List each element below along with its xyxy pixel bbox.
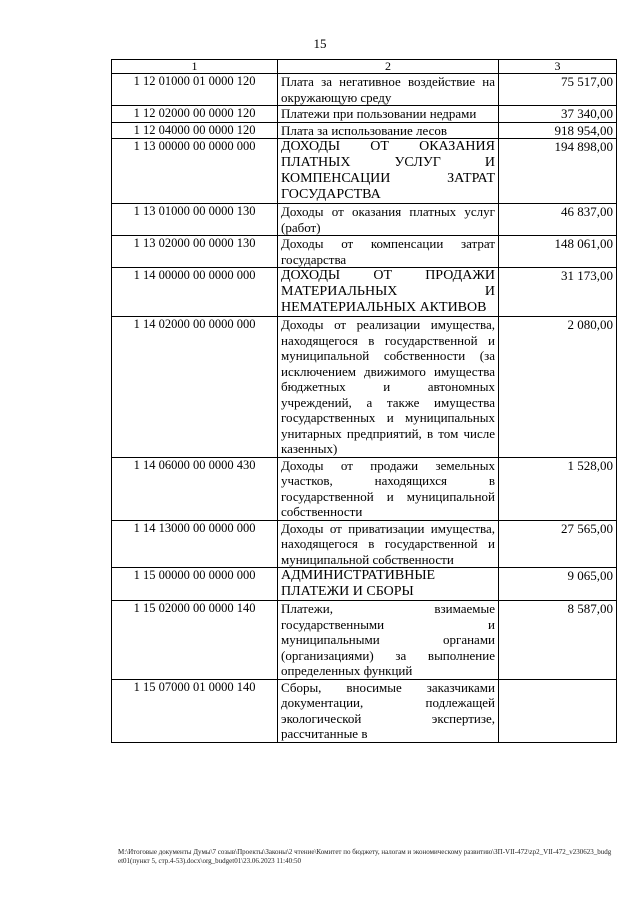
amount-value: 37 340,00: [499, 106, 617, 123]
budget-table: [111, 59, 617, 743]
column-header-code: 1: [112, 60, 278, 74]
classification-code: 1 15 00000 00 0000 000: [112, 568, 278, 601]
revenue-name: Платежи при пользовании недрами: [278, 106, 499, 123]
table-row: [112, 268, 617, 317]
revenue-name: Доходы от продажи земельных участков, находящихся в государственной и муниципальной собственности: [278, 457, 499, 520]
classification-code: 1 13 02000 00 0000 130: [112, 236, 278, 268]
amount-value: 1 528,00: [499, 457, 617, 520]
revenue-name: Доходы от приватизации имущества, находящегося в государственной и муниципальной собственности: [278, 520, 499, 568]
revenue-name: Плата за негативное воздействие на окружающую среду: [278, 74, 499, 106]
amount-value: 31 173,00: [499, 268, 617, 317]
table-row: [112, 122, 617, 139]
revenue-name: ДОХОДЫ ОТ ОКАЗАНИЯ ПЛАТНЫХ УСЛУГ И КОМПЕНСАЦИИ ЗАТРАТ ГОСУДАРСТВА: [278, 139, 499, 204]
amount-value: 194 898,00: [499, 139, 617, 204]
revenue-name: Доходы от оказания платных услуг (работ): [278, 204, 499, 236]
revenue-name: АДМИНИСТРАТИВНЫЕ ПЛАТЕЖИ И СБОРЫ: [278, 568, 499, 601]
revenue-name: ДОХОДЫ ОТ ПРОДАЖИ МАТЕРИАЛЬНЫХ И НЕМАТЕРИАЛЬНЫХ АКТИВОВ: [278, 268, 499, 317]
revenue-name: Доходы от реализации имущества, находящегося в государственной и муниципальной собственности (за исключением движимого имущества бюджетных и автономных учреждений, а также имущества государственных и муниципальных унитарных предприятий, в том числе казенных): [278, 317, 499, 458]
revenue-name: Доходы от компенсации затрат государства: [278, 236, 499, 268]
table-row: [112, 679, 617, 742]
classification-code: 1 12 01000 01 0000 120: [112, 74, 278, 106]
classification-code: 1 15 02000 00 0000 140: [112, 601, 278, 680]
page-number: 15: [313, 36, 327, 51]
revenue-name: Платежи, взимаемые государственными и муниципальными органами (организациями) за выполнение определенных функций: [278, 601, 499, 680]
amount-value: 75 517,00: [499, 74, 617, 106]
revenue-name: Сборы, вносимые заказчиками документации, подлежащей экологической экспертизе, рассчитанные в: [278, 679, 499, 742]
column-header-amount: 3: [499, 60, 617, 74]
classification-code: 1 12 02000 00 0000 120: [112, 106, 278, 123]
amount-value: 2 080,00: [499, 317, 617, 458]
table-row: [112, 568, 617, 601]
classification-code: 1 14 00000 00 0000 000: [112, 268, 278, 317]
classification-code: 1 13 00000 00 0000 000: [112, 139, 278, 204]
classification-code: 1 14 02000 00 0000 000: [112, 317, 278, 458]
amount-value: 27 565,00: [499, 520, 617, 568]
amount-value: 46 837,00: [499, 204, 617, 236]
amount-value: 918 954,00: [499, 122, 617, 139]
classification-code: 1 12 04000 00 0000 120: [112, 122, 278, 139]
table-row: [112, 106, 617, 123]
revenue-name: Плата за использование лесов: [278, 122, 499, 139]
table-row: [112, 317, 617, 458]
table-body: [112, 74, 617, 743]
classification-code: 1 14 06000 00 0000 430: [112, 457, 278, 520]
table-row: [112, 601, 617, 680]
table-header-row: [112, 60, 617, 74]
table-row: [112, 74, 617, 106]
table-row: [112, 236, 617, 268]
table-row: [112, 520, 617, 568]
classification-code: 1 13 01000 00 0000 130: [112, 204, 278, 236]
document-path-footer: М:\Итоговые документы Думы\7 созыв\Проекты\Законы\2 чтение\Комитет по бюджету, налогам и экономическому развитию\ЗП-VII-472\zp2_VII-472_v230623_budget01(пункт 5, стр.4-53).docx\org_budget01\23.06.2023 11:40:50: [118, 848, 612, 865]
amount-value: 148 061,00: [499, 236, 617, 268]
classification-code: 1 14 13000 00 0000 000: [112, 520, 278, 568]
table-row: [112, 457, 617, 520]
amount-value: 9 065,00: [499, 568, 617, 601]
table-row: [112, 204, 617, 236]
classification-code: 1 15 07000 01 0000 140: [112, 679, 278, 742]
table-row: [112, 139, 617, 204]
amount-value: [499, 679, 617, 742]
column-header-name: 2: [278, 60, 499, 74]
amount-value: 8 587,00: [499, 601, 617, 680]
